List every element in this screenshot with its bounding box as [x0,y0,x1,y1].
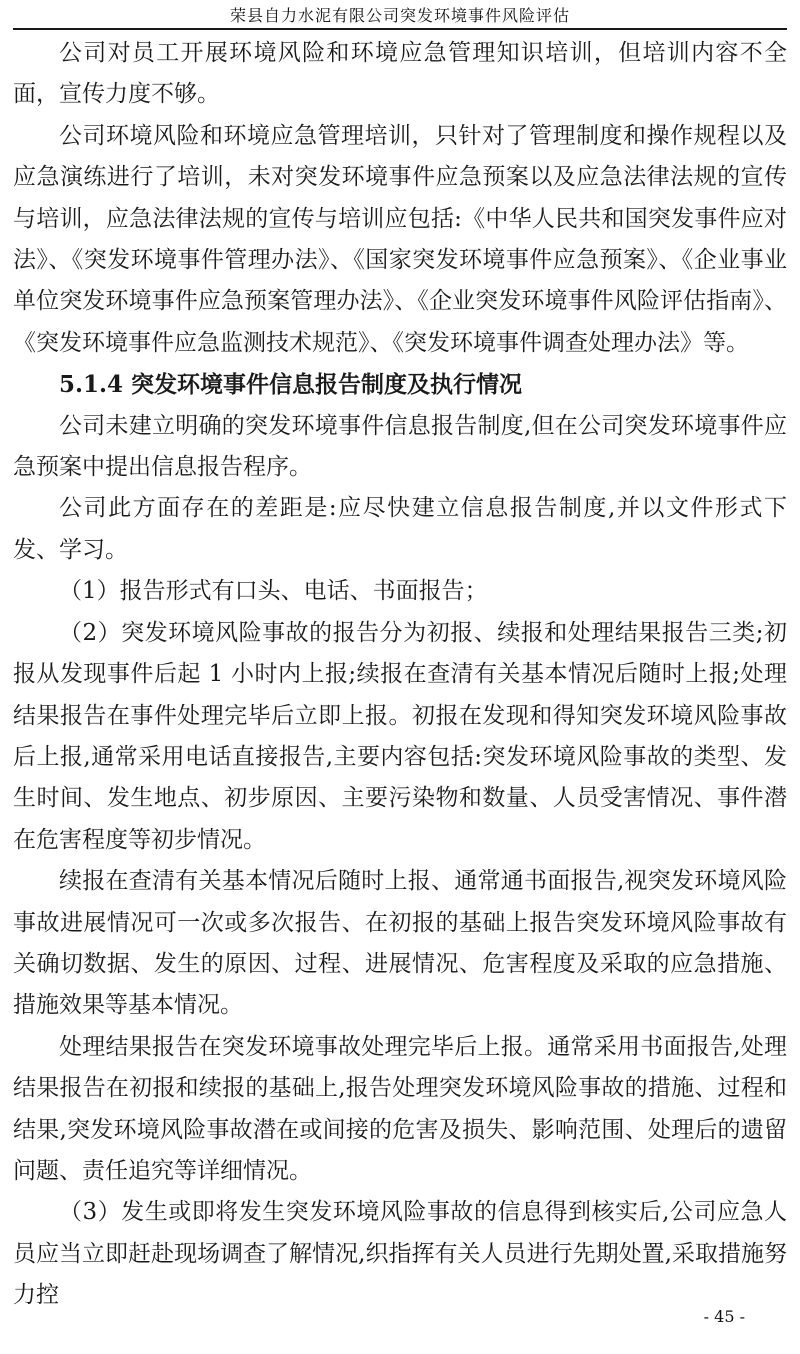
body-paragraph: （3）发生或即将发生突发环境风险事故的信息得到核实后,公司应急人员应当立即赶赴现场调查了解情况,织指挥有关人员进行先期处置,采取措施努力控 [13,1199,787,1309]
document-content [13,30,787,1317]
header-title: 荣县自力水泥有限公司突发环境事件风险评估 [229,6,570,25]
body-paragraph: （1）报告形式有口头、电话、书面报告； [59,578,488,605]
section-heading: 5.1.4 突发环境事件信息报告制度及执行情况 [59,371,523,399]
body-paragraph: 公司未建立明确的突发环境事件信息报告制度,但在公司突发环境事件应急预案中提出信息报告程序。 [13,412,787,481]
body-paragraph: 续报在查清有关基本情况后随时上报、通常通书面报告,视突发环境风险事故进展情况可一次或多次报告、在初报的基础上报告突发环境风险事故有关确切数据、发生的原因、过程、进展情况、危害程度及采取的应急措施、措施效果等基本情况。 [13,868,787,1019]
body-paragraph: 处理结果报告在突发环境事故处理完毕后上报。通常采用书面报告,处理结果报告在初报和续报的基础上,报告处理突发环境风险事故的措施、过程和结果,突发环境风险事故潜在或间接的危害及损失、影响范围、处理后的遗留问题、责任追究等详细情况。 [13,1033,787,1184]
body-paragraph: 公司对员工开展环境风险和环境应急管理知识培训，但培训内容不全面，宣传力度不够。 [13,40,787,108]
page-footer [704,1307,745,1326]
page-number: - 45 - [703,1307,745,1326]
body-paragraph: 公司此方面存在的差距是:应尽快建立信息报告制度,并以文件形式下发、学习。 [13,495,787,563]
body-paragraph: 公司环境风险和环境应急管理培训，只针对了管理制度和操作规程以及应急演练进行了培训，未对突发环境事件应急预案以及应急法律法规的宣传与培训，应急法律法规的宣传与培训应包括:《中华人民共和国突发事件应对法》、《突发环境事件管理办法》、《国家突发环境事件应急预案》、《企业事业单位突发环境事件应急预案管理办法》、《企业突发环境事件风险评估指南》、《突发环境事件应急监测技术规范》、《突发环境事件调查处理办法》等。 [13,122,787,356]
page-header [13,5,787,30]
body-paragraph: （2）突发环境风险事故的报告分为初报、续报和处理结果报告三类;初报从发现事件后起 1 小时内上报;续报在查清有关基本情况后随时上报;处理结果报告在事件处理完毕后立即上报。初报在发现和得知突发环境风险事故后上报,通常采用电话直接报告,主要内容包括:突发环境风险事故的类型、发生时间、发生地点、初步原因、主要污染物和数量、人员受害情况、事件潜在危害程度等初步情况。 [13,619,787,853]
